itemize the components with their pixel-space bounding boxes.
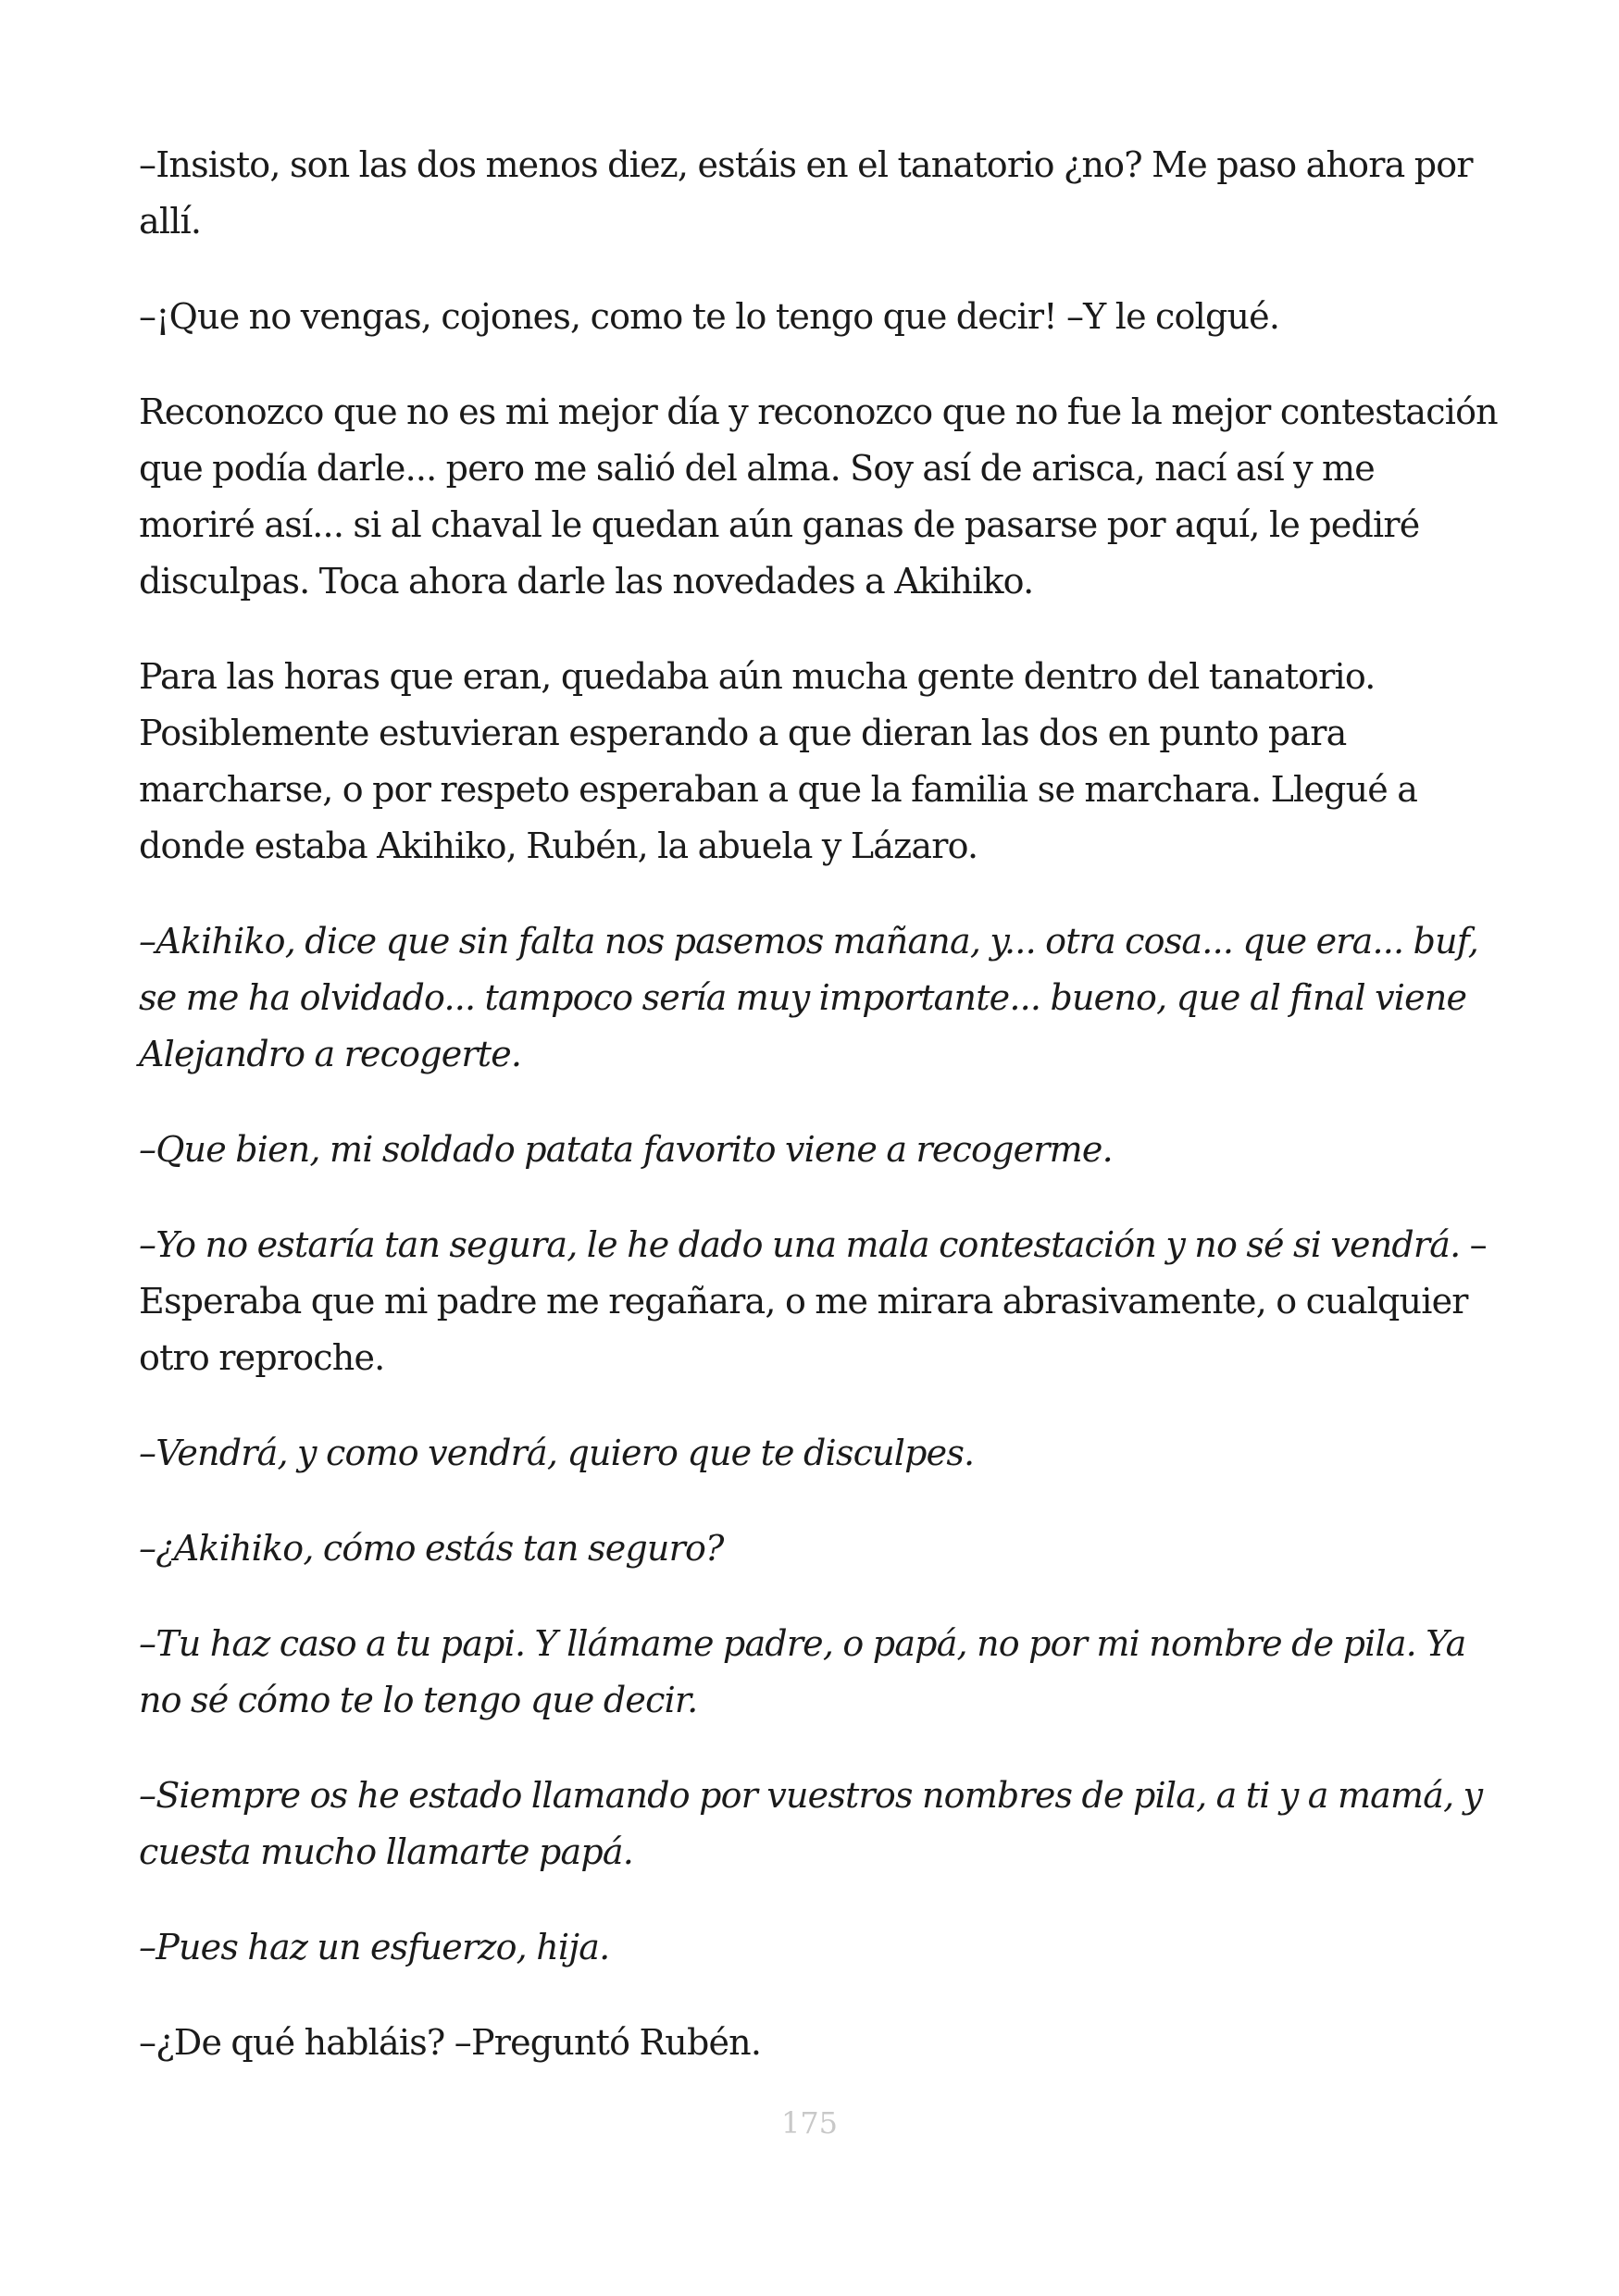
paragraph-11-text: –Siempre os he estado llamando por vuestros nombres de pila, a ti y a mamá, y cuesta mucho llamarte papá.	[139, 1775, 1483, 1872]
paragraph-4	[139, 649, 1500, 875]
paragraph-5	[139, 913, 1500, 1083]
paragraph-2	[139, 289, 1500, 345]
paragraph-6-text: –Que bien, mi soldado patata favorito viene a recogerme.	[139, 1129, 1113, 1170]
page-body	[139, 137, 1500, 2071]
paragraph-3-text: Reconozco que no es mi mejor día y reconozco que no fue la mejor contestación que podía darle... pero me salió del alma. Soy así de arisca, nací así y me moriré así... si al chaval le quedan aún ganas de pasarse por aquí, le pediré disculpas. Toca ahora darle las novedades a Akihiko.	[139, 391, 1498, 602]
paragraph-9-text: –¿Akihiko, cómo estás tan seguro?	[139, 1528, 724, 1569]
paragraph-13	[139, 2015, 1500, 2071]
paragraph-11	[139, 1768, 1500, 1880]
paragraph-12-text: –Pues haz un esfuerzo, hija.	[139, 1927, 610, 1967]
paragraph-8-text: –Vendrá, y como vendrá, quiero que te disculpes.	[139, 1433, 975, 1473]
page-number: 175	[780, 2105, 839, 2141]
paragraph-9	[139, 1520, 1500, 1577]
paragraph-4-text: Para las horas que eran, quedaba aún mucha gente dentro del tanatorio. Posiblemente estuvieran esperando a que dieran las dos en punto para marcharse, o por respeto esperaban a que la familia se marchara. Llegué a donde estaba Akihiko, Rubén, la abuela y Lázaro.	[139, 656, 1418, 866]
paragraph-5-text: –Akihiko, dice que sin falta nos pasemos mañana, y... otra cosa... que era... buf, se me ha olvidado... tampoco sería muy importante... bueno, que al final viene Alejandro a recogerte.	[139, 921, 1478, 1074]
paragraph-10	[139, 1616, 1500, 1729]
paragraph-12	[139, 1919, 1500, 1976]
paragraph-1	[139, 137, 1500, 250]
paragraph-7	[139, 1217, 1500, 1386]
paragraph-10-text: –Tu haz caso a tu papi. Y llámame padre, o papá, no por mi nombre de pila. Ya no sé cómo te lo tengo que decir.	[139, 1623, 1466, 1720]
paragraph-8	[139, 1425, 1500, 1482]
paragraph-7-dialogue: –Yo no estaría tan segura, le he dado una mala contestación y no sé si vendrá.	[139, 1224, 1461, 1265]
paragraph-13-text: –¿De qué habláis? –Preguntó Rubén.	[139, 2022, 762, 2063]
paragraph-1-text: –Insisto, son las dos menos diez, estáis en el tanatorio ¿no? Me paso ahora por allí.	[139, 144, 1473, 242]
paragraph-3	[139, 384, 1500, 610]
paragraph-7-narration: –Esperaba que mi padre me regañara, o me mirara abrasivamente, o cualquier otro reproche.	[139, 1224, 1487, 1378]
paragraph-2-text: –¡Que no vengas, cojones, como te lo tengo que decir! –Y le colgué.	[139, 296, 1280, 337]
paragraph-6	[139, 1122, 1500, 1178]
